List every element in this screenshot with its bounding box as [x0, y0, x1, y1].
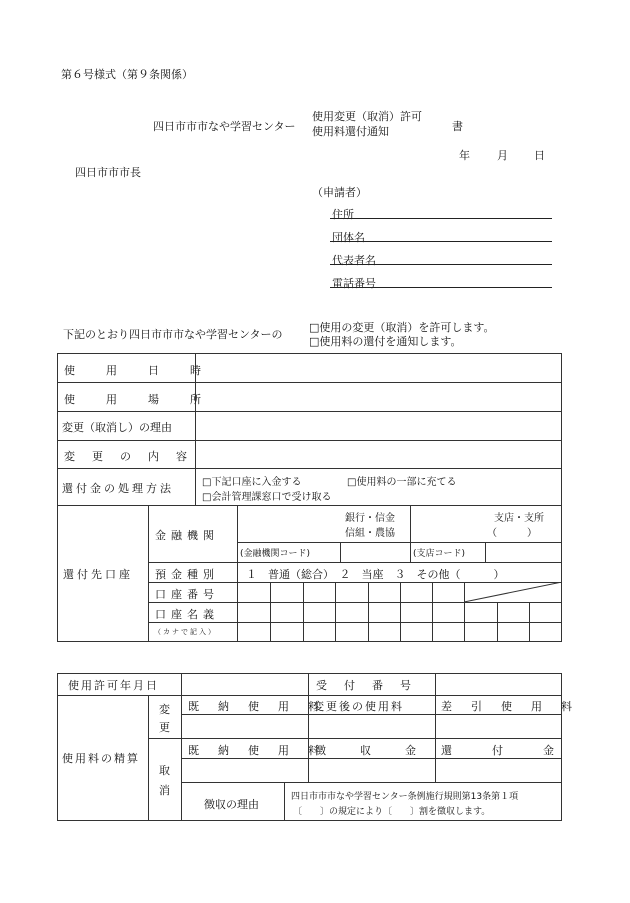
- paid-fee-header-2: 既 納 使 用 料: [188, 744, 323, 757]
- phone-line: [330, 287, 552, 288]
- row-refund-method-label: 還付金の処理方法: [62, 482, 174, 495]
- branch-code-label: (支店コード): [413, 549, 466, 559]
- cancel-label-2: 消: [159, 784, 170, 797]
- row-datetime-label: 使 用 日 時: [64, 364, 211, 377]
- doc-title-line1: 使用変更（取消）許可: [312, 110, 422, 123]
- rep-label: 代表者名: [332, 254, 376, 267]
- refund-header: 還 付 金: [441, 744, 560, 757]
- group-line: [330, 241, 552, 242]
- refund-option-deposit: □下記口座に入金する: [202, 477, 302, 488]
- address-line: [330, 218, 552, 219]
- notice-option-refund: □使用料の還付を通知します。: [309, 335, 462, 348]
- addressee: 四日市市市長: [75, 166, 141, 179]
- kana-note: （カナで記入）: [154, 628, 217, 636]
- form-number: 第６号様式（第９条関係）: [61, 68, 193, 81]
- permit-date-label: 使用許可年月日: [68, 679, 159, 692]
- notice-lead: 下記のとおり四日市市市なや学習センターの: [63, 328, 283, 341]
- bank-code-label: (金融機関コード): [240, 549, 311, 559]
- cancel-label-1: 取: [159, 764, 170, 777]
- branch-paren: （ ）: [487, 528, 537, 539]
- refund-option-counter: □会計管理課窓口で受け取る: [202, 492, 332, 503]
- paid-fee-header: 既 納 使 用 料: [188, 700, 323, 713]
- bank-type-2: 信組・農協: [345, 528, 395, 539]
- row-content-label: 変 更 の 内 容: [64, 450, 190, 463]
- collection-reason-label: 徴収の理由: [204, 798, 259, 811]
- deposit-type-label: 預金種別: [155, 568, 219, 581]
- account-no-label: 口座番号: [155, 588, 219, 601]
- fee-after-change-header: 変更後の使用料: [313, 700, 404, 713]
- center-name: 四日市市市なや学習センター: [153, 120, 296, 133]
- doc-title-line2: 使用料還付通知: [312, 125, 389, 138]
- date-day: 日: [534, 149, 545, 162]
- collection-reason-line2: 〔 〕の規定により〔 〕割を徴収します。: [293, 807, 491, 817]
- settlement-label: 使用料の精算: [62, 752, 140, 765]
- branch-type: 支店・支所: [494, 513, 544, 524]
- doc-title-suffix: 書: [452, 120, 463, 133]
- account-no-diagonal: [464, 582, 562, 602]
- net-fee-header: 差 引 使 用 料: [441, 700, 576, 713]
- refund-option-apply: □使用料の一部に充てる: [347, 477, 457, 488]
- row-place-label: 使 用 場 所: [64, 393, 211, 406]
- date-month: 月: [497, 149, 508, 162]
- phone-label: 電話番号: [332, 277, 376, 290]
- account-label: 還付先口座: [63, 568, 133, 581]
- change-label-2: 更: [159, 721, 170, 734]
- account-name-label: 口座名義: [155, 608, 219, 621]
- deposit-types: １ 普通（総合） ２ 当座 ３ その他（ ）: [246, 568, 505, 581]
- group-label: 団体名: [332, 231, 365, 244]
- bank-label: 金融機関: [155, 529, 219, 542]
- change-label-1: 変: [159, 703, 170, 716]
- date-year: 年: [459, 149, 470, 162]
- row-reason-label: 変更（取消し）の理由: [62, 421, 172, 434]
- address-label: 住所: [332, 208, 354, 221]
- notice-option-permit: □使用の変更（取消）を許可します。: [309, 321, 495, 334]
- collection-header: 徴 収 金: [315, 744, 420, 757]
- receipt-no-label: 受 付 番 号: [316, 679, 414, 692]
- bank-type-1: 銀行・信金: [345, 513, 395, 524]
- collection-reason-line1: 四日市市市なや学習センター条例施行規則第13条第１項: [291, 792, 519, 802]
- applicant-heading: （申請者）: [312, 186, 367, 199]
- rep-line: [330, 264, 552, 265]
